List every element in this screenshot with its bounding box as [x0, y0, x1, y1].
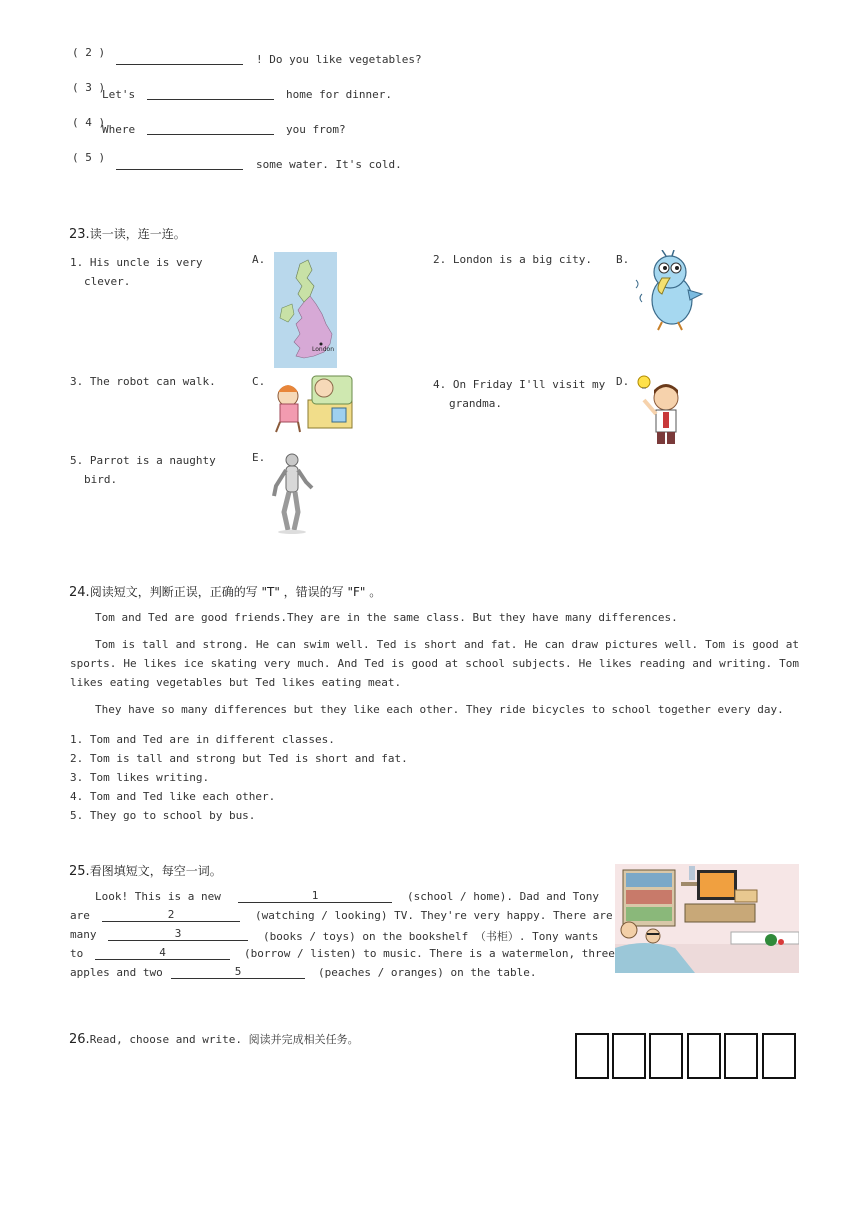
match-text: 5. Parrot is a naughty	[70, 454, 216, 467]
clever-boy-image	[636, 374, 686, 446]
q24-paragraph-1: Tom and Ted are good friends.They are in the same class. But they have many differences.	[95, 611, 678, 624]
statement: 5. They go to school by bus.	[70, 809, 256, 822]
statement: 1. Tom and Ted are in different classes.	[70, 733, 335, 746]
item-number: ( 4 )	[72, 116, 106, 129]
cloze-text: Look! This is a new	[95, 890, 221, 903]
option-letter: E.	[252, 451, 266, 464]
living-room-image	[615, 864, 799, 973]
map-label: London	[312, 346, 334, 353]
question-title: 读一读，连一连。	[89, 227, 186, 241]
q24-paragraph-3: They have so many differences but they like each other. They ride bicycles to school together every day.	[95, 703, 784, 716]
cloze-text: (school / home). Dad and Tony	[407, 890, 600, 903]
cloze-text: to	[70, 947, 84, 960]
match-text-cont: bird.	[84, 473, 118, 486]
question-number: 26.	[69, 1032, 90, 1047]
parrot-image	[632, 250, 704, 332]
option-letter: C.	[252, 375, 266, 388]
cloze-blank-5[interactable]: 5	[171, 965, 305, 979]
cloze-text: apples and two	[70, 966, 163, 979]
answer-blank[interactable]	[147, 122, 274, 135]
match-text-cont: grandma.	[449, 397, 502, 410]
cloze-text: (peaches / oranges) on the table.	[318, 966, 537, 979]
cloze-text: many	[70, 928, 97, 941]
q23-title	[69, 225, 186, 242]
uk-map-image	[274, 252, 337, 368]
q24-paragraph-2: Tom is tall and strong. He can swim well. Ted is short and fat. He can draw pictures well. Tom is good at sports. He likes ice skating very much. And Ted is good at school subjects. He likes reading and writing. Tom likes eating vegetables but Ted likes eating meat.	[70, 638, 799, 689]
cloze-text: (books / toys) on the bookshelf （书柜）. Tony wants	[263, 930, 599, 943]
sentence-text: ! Do you like vegetables?	[256, 53, 422, 66]
q24-title	[69, 583, 381, 600]
answer-box[interactable]	[687, 1033, 721, 1079]
answer-box[interactable]	[762, 1033, 796, 1079]
question-number: 24.	[69, 585, 90, 600]
sentence-text: Where	[102, 123, 136, 136]
cloze-blank-2[interactable]: 2	[102, 908, 240, 922]
cloze-text: (borrow / listen) to music. There is a watermelon, three	[244, 947, 615, 960]
sentence-text: Let's	[102, 88, 136, 101]
q23-right-4	[433, 375, 605, 413]
q25-title	[69, 862, 222, 879]
item-number: ( 5 )	[72, 151, 106, 164]
answer-box[interactable]	[649, 1033, 683, 1079]
q26-title	[69, 1031, 359, 1047]
robot-image	[268, 452, 316, 534]
answer-blank[interactable]	[147, 87, 274, 100]
cloze-blank-4[interactable]: 4	[95, 946, 230, 960]
cloze-text: (watching / looking) TV. They're very happy. There are	[255, 909, 613, 922]
answer-box[interactable]	[612, 1033, 646, 1079]
item-number: ( 3 )	[72, 81, 106, 94]
grandma-visit-image	[272, 372, 354, 434]
cloze-text: are	[70, 909, 90, 922]
option-letter: D.	[616, 375, 630, 388]
statement: 3. Tom likes writing.	[70, 771, 210, 784]
answer-box[interactable]	[575, 1033, 609, 1079]
q23-left-5	[70, 451, 216, 489]
match-text: 4. On Friday I'll visit my	[433, 378, 606, 391]
option-letter: B.	[616, 253, 630, 266]
question-title: 阅读短文，判断正误，正确的写 "T" ，错误的写 "F" 。	[89, 585, 382, 599]
question-number: 23.	[69, 227, 90, 242]
statement: 2. Tom is tall and strong but Ted is short and fat.	[70, 752, 408, 765]
cloze-blank-3[interactable]: 3	[108, 927, 248, 941]
question-title: Read, choose and write. 阅读并完成相关任务。	[89, 1033, 359, 1046]
q23-right-2: 2. London is a big city.	[433, 253, 592, 266]
answer-blank[interactable]	[116, 157, 243, 170]
cloze-blank-1[interactable]: 1	[238, 889, 392, 903]
sentence-text: some water. It's cold.	[256, 158, 402, 171]
answer-box[interactable]	[724, 1033, 758, 1079]
q23-left-3: 3. The robot can walk.	[70, 375, 216, 388]
item-number: ( 2 )	[72, 46, 106, 59]
statement: 4. Tom and Ted like each other.	[70, 790, 276, 803]
question-title: 看图填短文，每空一词。	[89, 864, 222, 878]
sentence-text: home for dinner.	[286, 88, 392, 101]
match-text: 1. His uncle is very	[70, 256, 203, 269]
question-number: 25.	[69, 864, 90, 879]
match-text-cont: clever.	[84, 275, 131, 288]
q23-left-1	[70, 253, 202, 291]
option-letter: A.	[252, 253, 266, 266]
q24-statements	[70, 730, 408, 825]
answer-blank[interactable]	[116, 52, 243, 65]
sentence-text: you from?	[286, 123, 346, 136]
